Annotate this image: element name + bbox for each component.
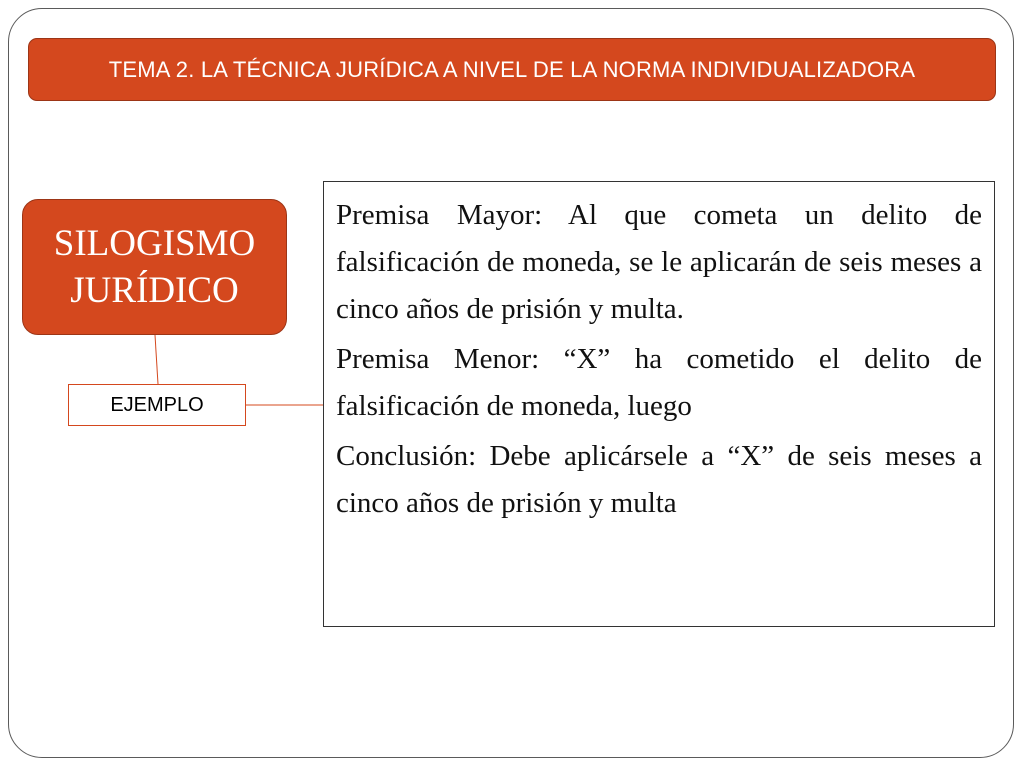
syllogism-text-box — [323, 181, 995, 627]
concept-line-2: JURÍDICO — [70, 270, 239, 311]
connector-concept-to-example — [155, 335, 158, 384]
concept-line-1: SILOGISMO — [53, 223, 256, 264]
conclusion-text: Conclusión: Debe aplicársele a “X” de seis meses a cinco años de prisión y multa — [336, 440, 982, 519]
slide-title: TEMA 2. LA TÉCNICA JURÍDICA A NIVEL DE LA NORMA INDIVIDUALIZADORA — [108, 56, 916, 82]
concept-box — [22, 199, 287, 335]
major-premise-text: Premisa Mayor: Al que cometa un delito de falsificación de moneda, se le aplicarán de seis meses a cinco años de prisión y multa. — [336, 199, 982, 325]
example-box — [68, 384, 246, 426]
minor-premise-text: Premisa Menor: “X” ha cometido el delito de falsificación de moneda, luego — [336, 343, 982, 422]
example-label: EJEMPLO — [110, 393, 204, 416]
